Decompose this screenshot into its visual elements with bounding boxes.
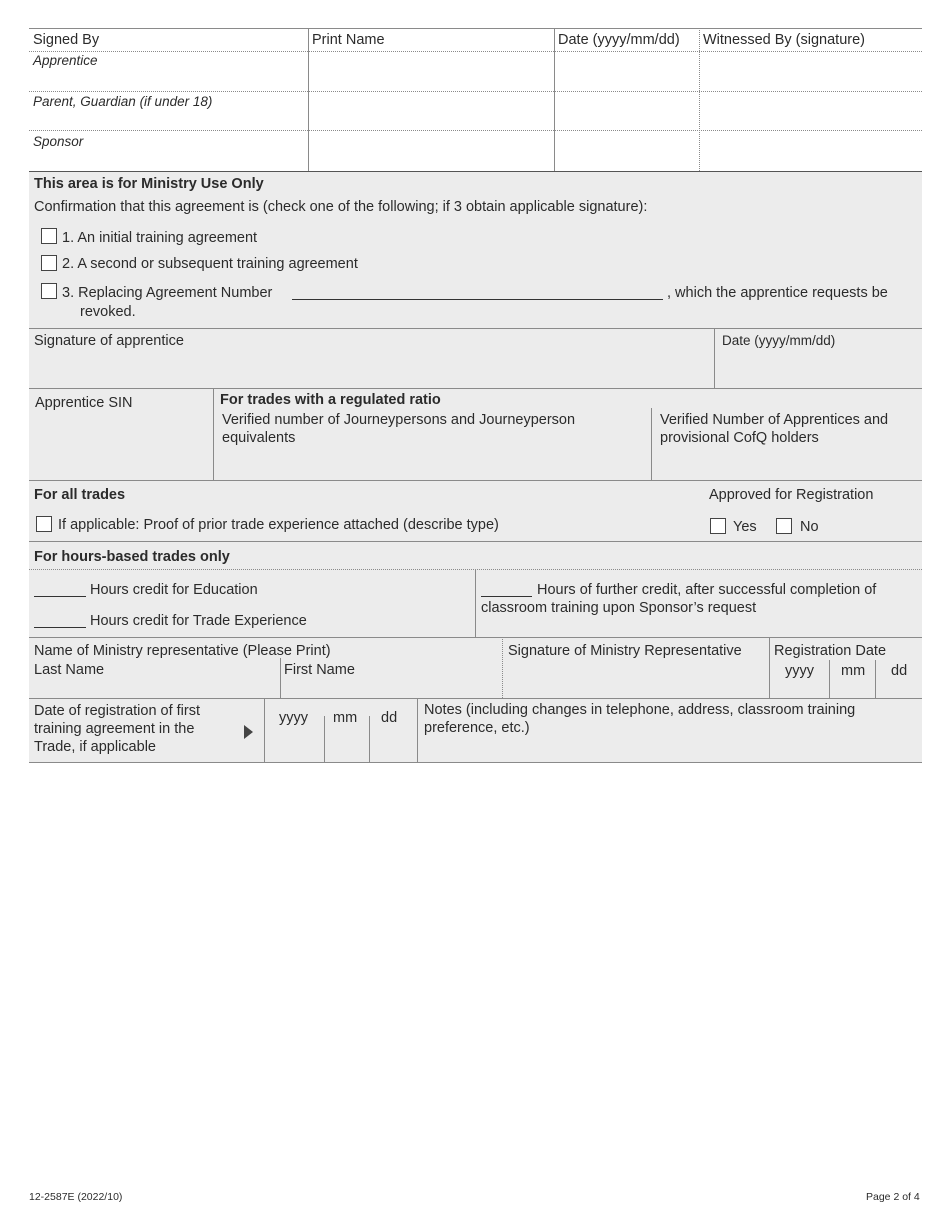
apprentice-sin-field[interactable] (30, 414, 212, 478)
parent-witness-field[interactable] (700, 92, 922, 130)
divider (769, 637, 770, 698)
confirmation-text: Confirmation that this agreement is (check one of the following; if 3 obtain applicable signature): (34, 199, 648, 215)
divider (502, 637, 503, 698)
proof-label: If applicable: Proof of prior trade experience attached (describe type) (58, 517, 499, 533)
divider (29, 480, 922, 481)
divider (714, 328, 715, 388)
first-reg-dd-label: dd (381, 710, 398, 726)
agreement-number-field[interactable] (292, 299, 663, 300)
first-reg-dd-field[interactable] (371, 730, 415, 760)
yes-label: Yes (733, 519, 757, 535)
ministry-title: This area is for Ministry Use Only (34, 176, 264, 192)
journeypersons-field[interactable] (216, 450, 648, 478)
trade-experience-label: Hours credit for Trade Experience (90, 613, 307, 629)
divider (875, 660, 876, 698)
rep-signature-label: Signature of Ministry Representative (508, 643, 742, 659)
no-label: No (800, 519, 819, 535)
option3-checkbox[interactable] (41, 283, 57, 299)
divider (324, 716, 325, 762)
sponsor-print-name-field[interactable] (309, 131, 554, 171)
education-hours-field[interactable] (34, 596, 86, 597)
apprentice-witness-field[interactable] (700, 52, 922, 90)
reg-mm-field[interactable] (831, 680, 874, 698)
apprentice-sin-label: Apprentice SIN (35, 395, 133, 411)
divider (213, 388, 214, 480)
first-name-label: First Name (284, 662, 355, 678)
journeypersons-label: Verified number of Journeypersons and Journeyperson equivalents (222, 412, 576, 446)
option1-checkbox[interactable] (41, 228, 57, 244)
form-number: 12-2587E (2022/10) (29, 1191, 123, 1203)
option3-suffix: , which the apprentice requests be (667, 285, 888, 301)
reg-dd-label: dd (891, 663, 908, 679)
all-trades-title: For all trades (34, 487, 126, 503)
divider (29, 698, 922, 699)
sponsor-witness-field[interactable] (700, 131, 922, 171)
education-label: Hours credit for Education (90, 582, 258, 598)
trade-experience-hours-field[interactable] (34, 627, 86, 628)
row-label-apprentice: Apprentice (33, 53, 98, 68)
divider (29, 637, 922, 638)
signature-apprentice-field[interactable] (30, 352, 713, 388)
divider (280, 658, 281, 698)
option3-label: 3. Replacing Agreement Number (62, 285, 273, 301)
first-reg-mm-label: mm (333, 710, 358, 726)
registration-date-label: Registration Date (774, 643, 887, 659)
divider (29, 541, 922, 542)
divider (264, 698, 265, 762)
rep-name-label: Name of Ministry representative (Please Print) (34, 643, 331, 659)
first-reg-yyyy-field[interactable] (266, 730, 323, 760)
header-print-name: Print Name (312, 32, 385, 48)
rep-signature-field[interactable] (505, 662, 767, 698)
arrow-right-icon (244, 725, 253, 739)
divider (417, 698, 418, 762)
notes-label: Notes (including changes in telephone, address, classroom training preference, etc.) (424, 702, 856, 736)
first-registration-label: Date of registration of first training agreement in the Trade, if applicable (34, 703, 201, 755)
last-name-field[interactable] (30, 680, 278, 698)
hours-title: For hours-based trades only (34, 549, 230, 565)
divider (829, 660, 830, 698)
approved-label: Approved for Registration (709, 487, 874, 503)
reg-yyyy-label: yyyy (785, 663, 814, 679)
option1-label: 1. An initial training agreement (62, 230, 258, 246)
apprentice-date-field[interactable] (555, 52, 699, 90)
apprentice-print-name-field[interactable] (309, 52, 554, 90)
first-name-field[interactable] (282, 680, 500, 698)
reg-dd-field[interactable] (877, 680, 921, 698)
reg-yyyy-field[interactable] (771, 680, 828, 698)
divider (29, 328, 922, 329)
ratio-title: For trades with a regulated ratio (220, 392, 441, 408)
parent-date-field[interactable] (555, 92, 699, 130)
option2-label: 2. A second or subsequent training agreement (62, 256, 358, 272)
divider (651, 408, 652, 480)
last-name-label: Last Name (34, 662, 105, 678)
notes-field[interactable] (420, 740, 920, 760)
row-label-sponsor: Sponsor (33, 134, 84, 149)
row-label-parent: Parent, Guardian (if under 18) (33, 94, 213, 109)
option2-checkbox[interactable] (41, 255, 57, 271)
first-reg-mm-field[interactable] (326, 730, 368, 760)
divider (29, 762, 922, 763)
parent-print-name-field[interactable] (309, 92, 554, 130)
first-reg-yyyy-label: yyyy (279, 710, 308, 726)
signature-date-field[interactable] (716, 352, 921, 388)
yes-checkbox[interactable] (710, 518, 726, 534)
divider (475, 569, 476, 637)
divider (369, 716, 370, 762)
further-credit-label: Hours of further credit, after successful completion of classroom training upon Sponsor’s request (481, 582, 877, 616)
no-checkbox[interactable] (776, 518, 792, 534)
header-witnessed-by: Witnessed By (signature) (703, 32, 865, 48)
divider (29, 28, 922, 29)
signature-date-label: Date (yyyy/mm/dd) (722, 333, 836, 348)
divider (29, 388, 922, 389)
option3-continued: revoked. (80, 304, 136, 320)
proof-checkbox[interactable] (36, 516, 52, 532)
signature-apprentice-label: Signature of apprentice (34, 333, 184, 349)
sponsor-date-field[interactable] (555, 131, 699, 171)
apprentices-label: Verified Number of Apprentices and provisional CofQ holders (660, 412, 889, 446)
apprentices-field[interactable] (654, 450, 920, 478)
header-date: Date (yyyy/mm/dd) (558, 32, 680, 48)
reg-mm-label: mm (841, 663, 866, 679)
header-signed-by: Signed By (33, 32, 100, 48)
page-number: Page 2 of 4 (866, 1191, 920, 1203)
